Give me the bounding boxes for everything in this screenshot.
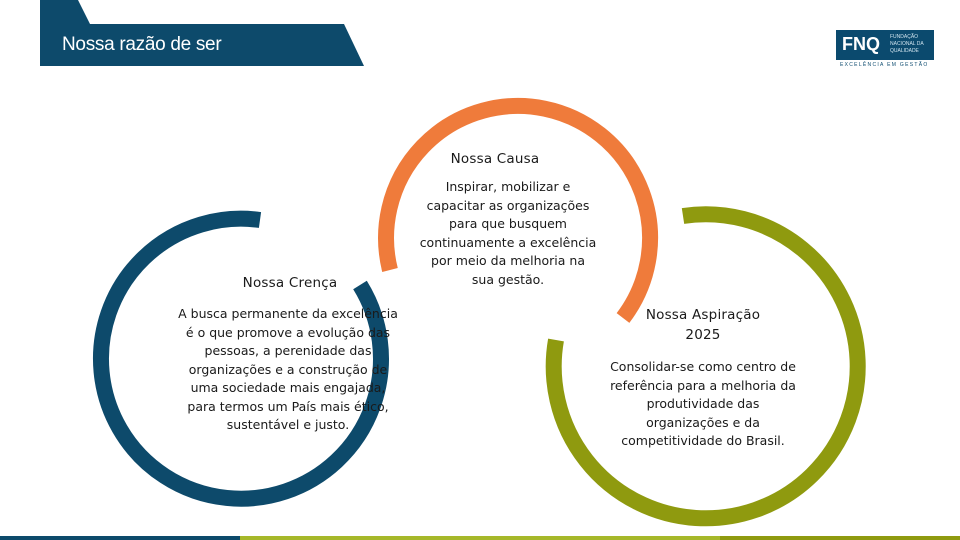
causa-text: Inspirar, mobilizar e capacitar as organizações para que busquem continuamente a excelência por meio da melhoria na sua gestão. <box>419 179 597 287</box>
footer-bar-olive <box>720 536 960 540</box>
causa-heading: Nossa Causa <box>450 151 540 167</box>
aspiracao-heading: Nossa Aspiração 2025 <box>645 307 761 343</box>
crenca-text: A busca permanente da excelência é o que promove a evolução das pessoas, a perenidade das organizações e a construção de uma sociedade mais engajada, para termos um País mais ético, sustentável e justo. <box>178 306 398 432</box>
logo-mark: FNQ <box>842 34 880 54</box>
logo-subtitle: FUNDAÇÃO NACIONAL DA QUALIDADE <box>890 34 924 54</box>
footer-bar-green <box>240 536 720 540</box>
page-title: Nossa razão de ser <box>62 34 222 55</box>
logo-tagline: EXCELÊNCIA EM GESTÃO <box>840 62 929 68</box>
crenca-heading: Nossa Crença <box>242 275 338 291</box>
aspiracao-text: Consolidar-se como centro de referência para a melhoria da produtividade das organizações e da competitividade do Brasil. <box>610 359 796 448</box>
footer-bar-navy <box>0 536 240 540</box>
